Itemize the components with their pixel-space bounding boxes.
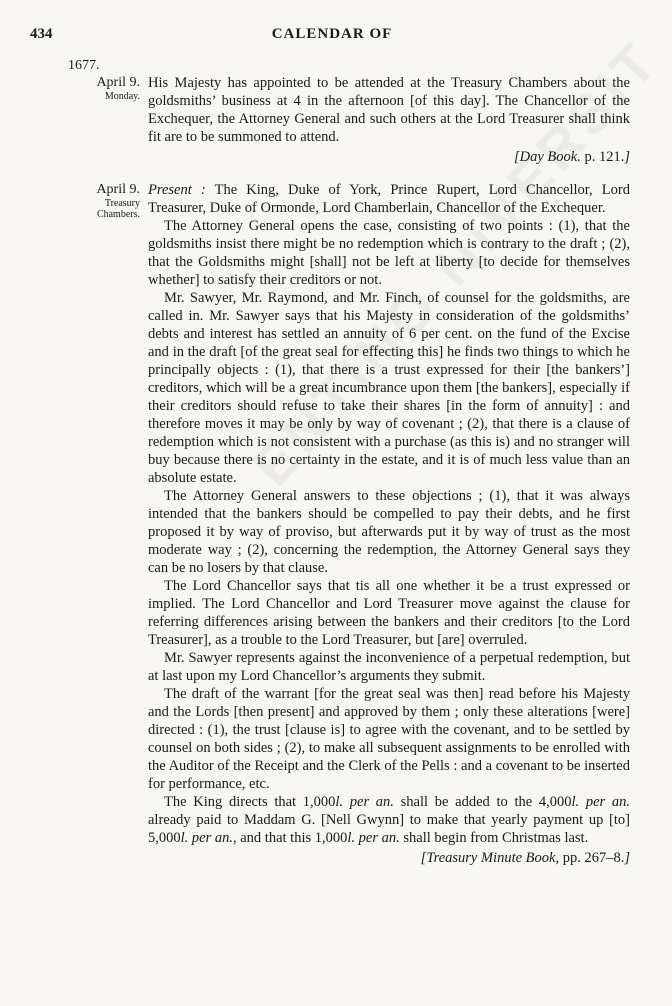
entry2-paragraph-6: The draft of the warrant [for the great seal was then] read before his Majesty and the Lords [then present] and approved by them ; only these alterations [were] directed : (1), the trust [clause is] to agree with the covenant, and to be settled by counsel on both sides ; (2), to make all subsequent assignments to be enrolled with the Auditor of the Receipt and the Clerk of the Pells : and a covenant to be inserted for performance, etc. (148, 686, 630, 792)
present-text: The King, Duke of York, Prince Rupert, Lord Chancellor, Lord Treasurer, Duke of Ormonde, Lord Chamberlain, Chancellor of the Exchequer. (148, 182, 630, 216)
entry2-paragraph-3: The Attorney General answers to these objections ; (1), that it was always intended that the bankers should be compelled to pay their debts, and he first proposed it by way of proviso, but afterwards put it by way of trust as the most moderate way ; (2), concerning the redemption, the Attorney General says they can be no losers by that clause. (148, 488, 630, 576)
entry1-text: His Majesty has appointed to be attended at the Treasury Chambers about the goldsmiths’ business at 4 in the afternoon [of this day]. The Chancellor of the Exchequer, the Attorney General and such others at the Lord Treasurer shall think fit are to be summoned to attend. (148, 75, 630, 145)
entry1-date: April 9. (96, 75, 140, 90)
entry2-ref-pages: pp. 267–8. (559, 850, 625, 866)
p7-unit: l. per an. (571, 794, 631, 810)
p7-part: The King directs that 1,000 (164, 794, 336, 810)
entry2-paragraph-7 (148, 793, 630, 847)
p7-unit: l. per an. (335, 794, 394, 810)
entry2-margin (50, 182, 140, 220)
entry1-margin (50, 75, 140, 102)
page-header (30, 26, 634, 48)
entry2-ref-title: Treasury Minute Book, (426, 850, 560, 866)
p7-part: shall be added to the 4,000 (393, 794, 572, 810)
p7-unit: l. per an. (180, 830, 233, 846)
entry2-paragraph-2: Mr. Sawyer, Mr. Raymond, and Mr. Finch, of counsel for the goldsmiths, are called in. Mr. Sawyer says that his Majesty in consideration of the goldsmiths’ debts and interest has settled an annuity of 6 per cent. on the fund of the Excise and in the draft [of the great seal for effecting this] he finds two things to which he principally objects : (1), that there is a trust expressed for their [the bankers’] creditors, which will be a great incumbrance upon them [the bankers], especially if their creditors should refuse to take their shares [in the form of annuity] : and therefore moves it may be only by way of covenant ; (2), that there is a clause of redemption which is not consistent with a purchase (as this is) and no stranger will buy because there is no certainty in the estate, and it is of much less value than an absolute estate. (148, 290, 630, 486)
entry1-reference: [Day Book. p. 121.] (513, 149, 630, 165)
entry2-reference: [Treasury Minute Book, pp. 267–8.] (420, 850, 630, 866)
p7-part: shall begin from Christmas last. (399, 830, 589, 846)
entry1-body (148, 74, 630, 166)
entry1-ref-title: Day Book. (519, 149, 581, 165)
p7-part: , and that this 1,000 (232, 830, 348, 846)
page-number: 434 (30, 26, 53, 42)
entry2-place-1: Treasury (104, 198, 140, 209)
entry2-date: April 9. (96, 182, 140, 197)
running-head: CALENDAR OF (271, 26, 393, 42)
entry2-paragraph-4: The Lord Chancellor says that tis all one whether it be a trust expressed or implied. The Lord Chancellor and Lord Treasurer move against the clause for referring differences arising between the bankers and their creditors [to the Lord Treasurer], as a trouble to the Lord Treasurer, but [are] overruled. (148, 578, 630, 648)
entry2-body (148, 181, 630, 867)
entry2-present (148, 181, 630, 217)
entry1-ref-page: p. 121. (580, 149, 625, 165)
entry1-day: Monday. (104, 91, 140, 102)
entry2-place-2: Chambers. (96, 209, 140, 220)
p7-unit: l. per an. (347, 830, 400, 846)
entry2-paragraph-5: Mr. Sawyer represents against the inconvenience of a perpetual redemption, but at last upon my Lord Chancellor’s arguments they submit. (148, 650, 630, 684)
entry2-paragraph-1: The Attorney General opens the case, consisting of two points : (1), that the goldsmiths insist there might be no redemption which is contrary to the draft ; (2), that the Goldsmiths might [shall] not be left at liberty [to decide for themselves whether] to satisfy their creditors or not. (148, 218, 630, 288)
year-label: 1677. (68, 58, 100, 73)
present-label: Present : (148, 182, 206, 198)
p7-part: already paid to Maddam G. [Nell Gwynn] to make that yearly payment up [to] 5,000 (148, 812, 630, 846)
